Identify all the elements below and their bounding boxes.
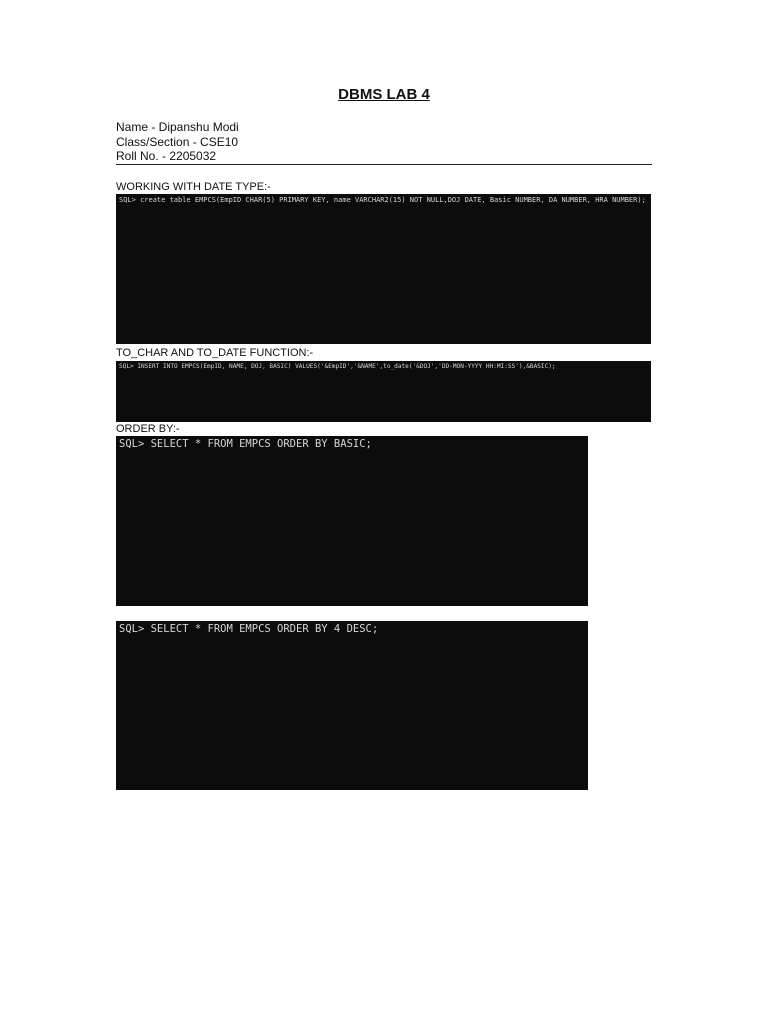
terminal-line: SQL> SELECT * FROM EMPCS ORDER BY BASIC; [119, 438, 372, 450]
terminal-screenshot-to-date-insert [116, 361, 651, 422]
student-info [116, 120, 239, 164]
terminal-line: SQL> create table EMPCS(EmpID CHAR(5) PRIMARY KEY, name VARCHAR2(15) NOT NULL,DOJ DATE, Basic NUMBER, DA NUMBER, HRA NUMBER); [119, 196, 646, 204]
section-heading-to-char: TO_CHAR AND TO_DATE FUNCTION:- [116, 347, 314, 359]
terminal-screenshot-create-table [116, 194, 651, 344]
roll-number: Roll No. - 2205032 [116, 149, 217, 163]
student-name: Name - Dipanshu Modi [116, 120, 239, 134]
terminal-line: SQL> SELECT * FROM EMPCS ORDER BY 4 DESC; [119, 623, 379, 635]
section-heading-date-type: WORKING WITH DATE TYPE:- [116, 181, 271, 193]
class-section: Class/Section - CSE10 [116, 134, 239, 149]
header-divider [116, 164, 652, 165]
terminal-screenshot-order-by-basic [116, 436, 588, 606]
terminal-screenshot-order-by-desc [116, 621, 588, 790]
terminal-line: SQL> INSERT INTO EMPCS(EmpID, NAME, DOJ, BASIC) VALUES('&EmpID','&NAME',to_date('&DOJ','DD-MON-YYYY HH:MI:SS'),&BASIC); [119, 363, 556, 370]
document-title: DBMS LAB 4 [338, 86, 430, 103]
section-heading-order-by: ORDER BY:- [116, 423, 180, 435]
